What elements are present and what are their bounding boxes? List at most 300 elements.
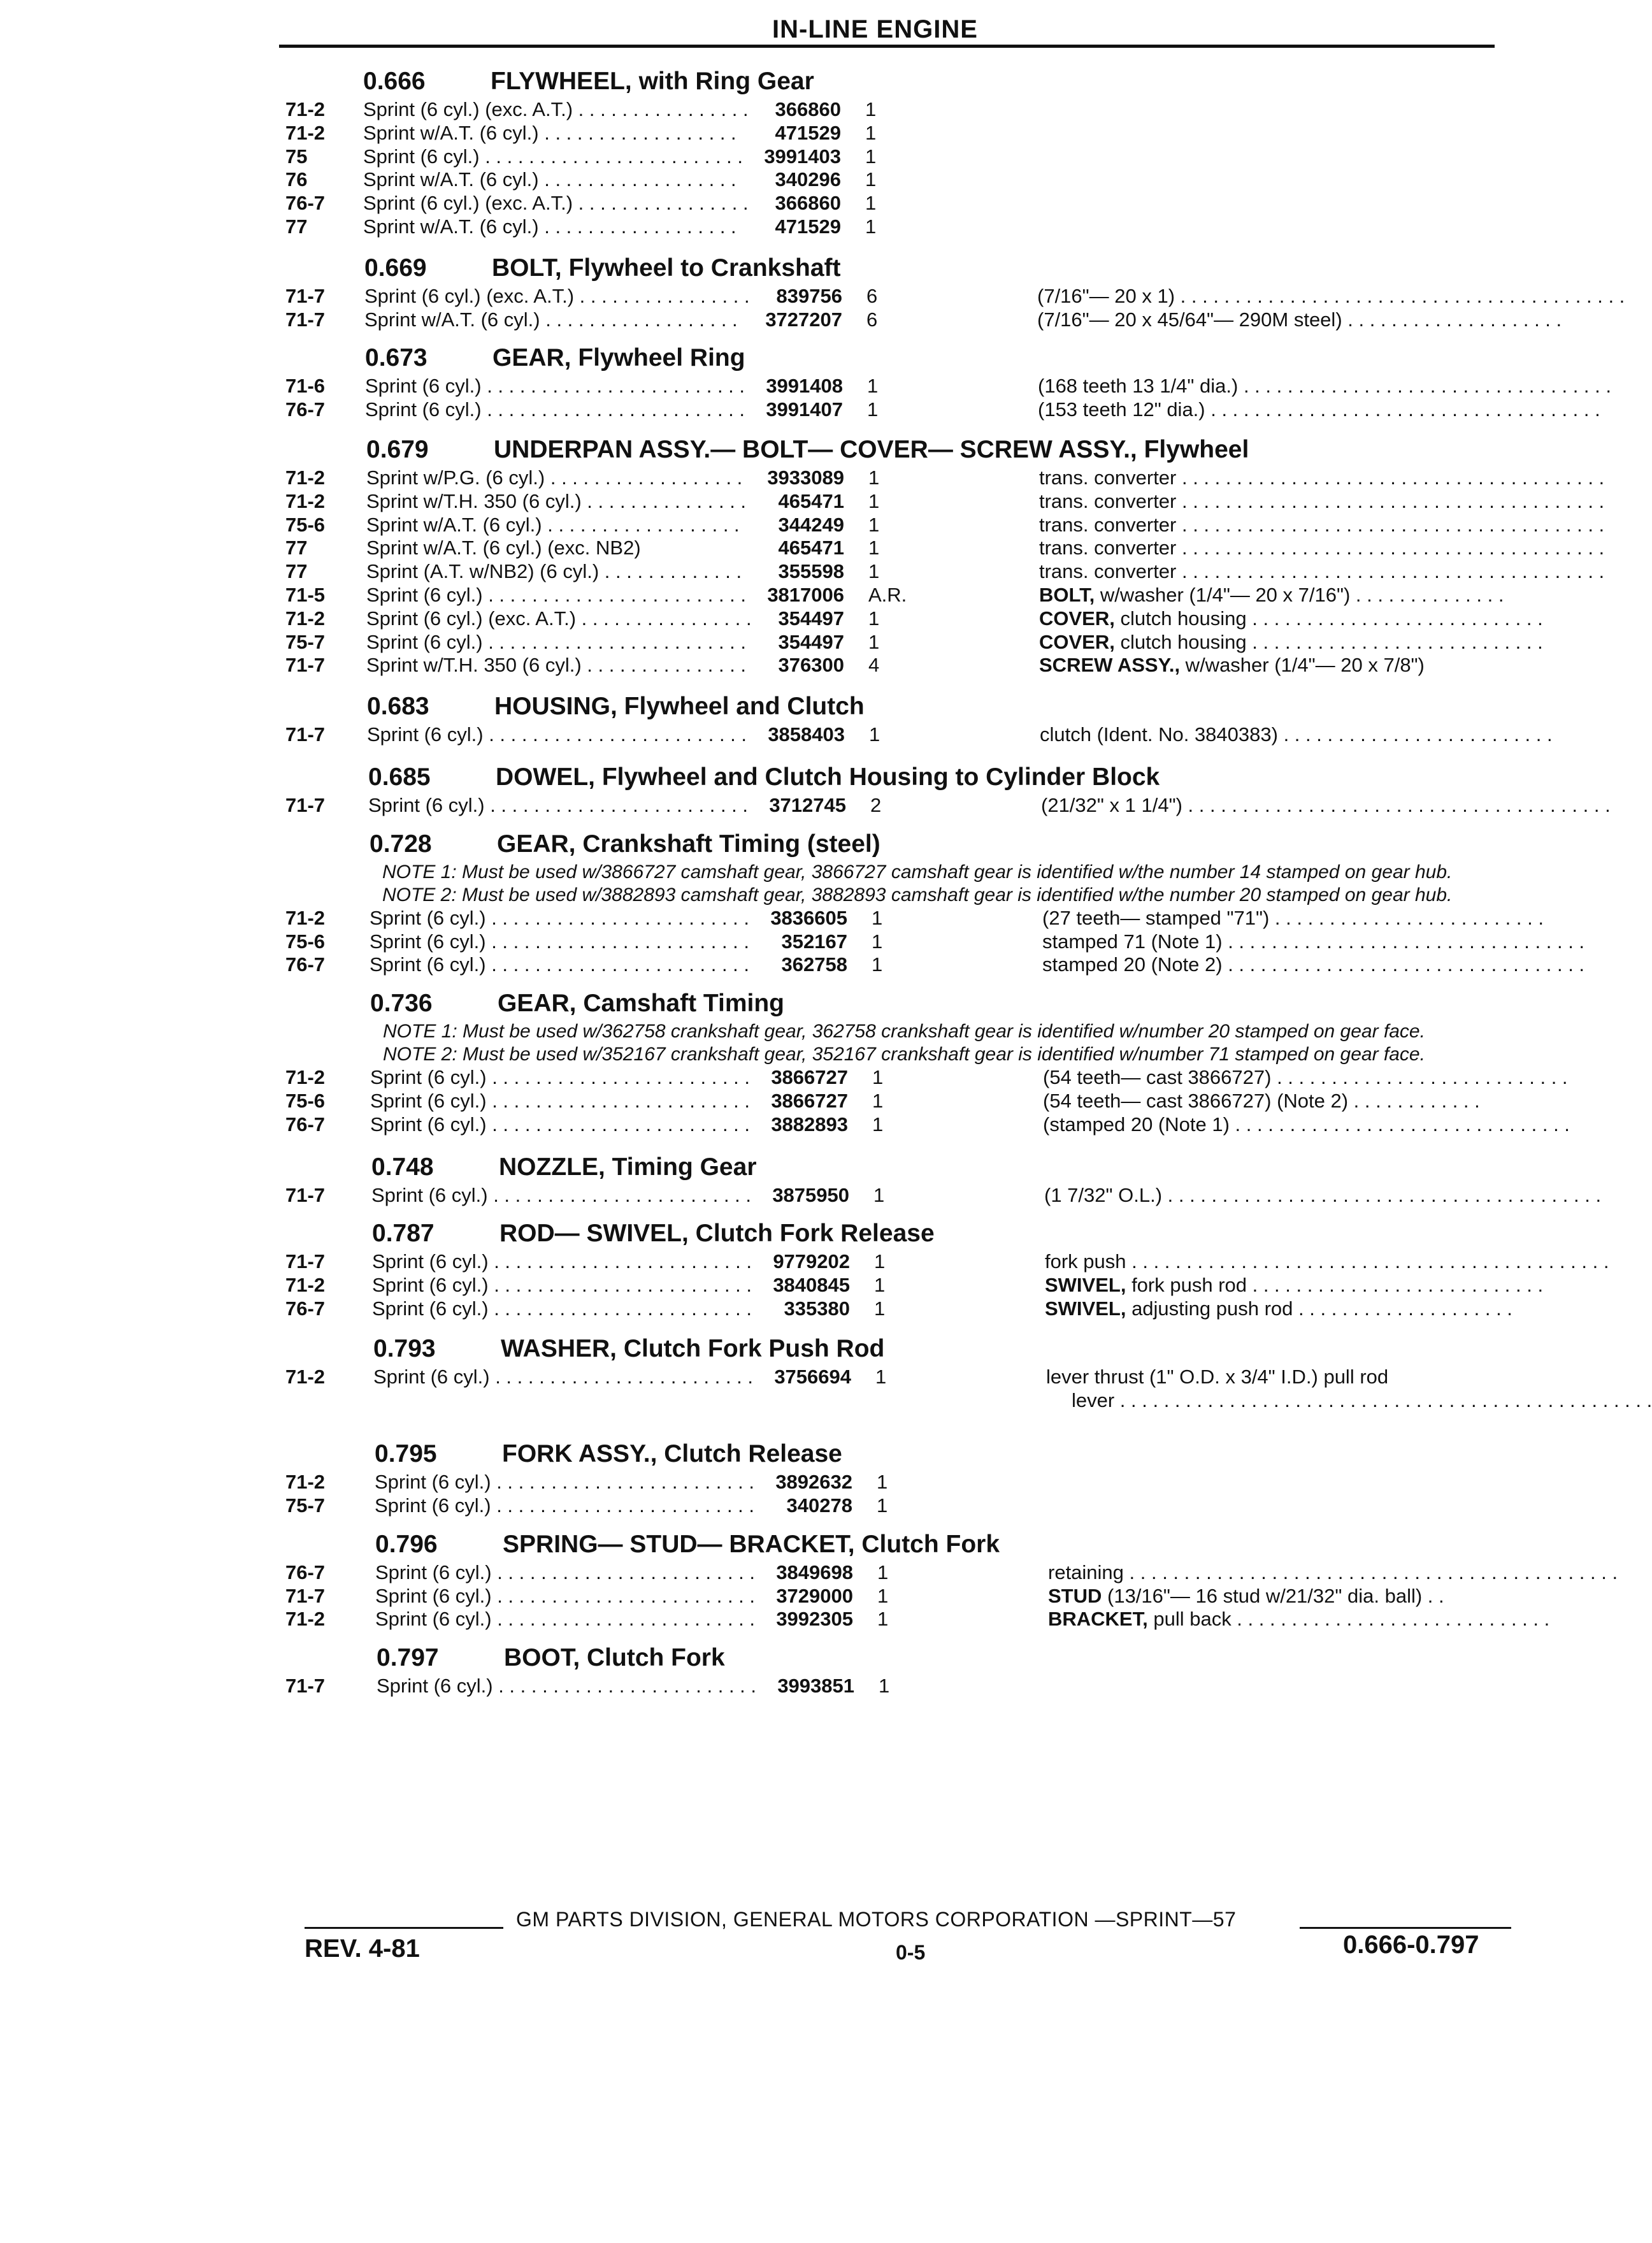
section-title: FLYWHEEL, with Ring Gear [491,68,814,95]
section-title: DOWEL, Flywheel and Clutch Housing to Cylinder Block [496,763,1160,791]
model-year: 71-2 [285,489,326,512]
section-title: HOUSING, Flywheel and Clutch [494,693,865,721]
group-number: 0.736 [370,990,433,1018]
parts-section [0,684,1611,747]
model-year: 71-5 [285,583,326,606]
model-year: 71-2 [285,607,326,630]
part-row [0,192,1611,215]
section-title: UNDERPAN ASSY.— BOLT— COVER— SCREW ASSY., Flywheel [494,435,1249,463]
model-year: 71-7 [285,1675,326,1698]
remarks-text: trans. converter . . . . . . . . . . . . . . . . . . . . . . . . . . . . . . . . . . . . . . . [1039,560,1605,583]
remarks-text: (54 teeth— cast 3866727) (Note 2) . . . . . . . . . . . . [1043,1089,1480,1112]
remarks-text: fork push rod . . . . . . . . . . . . . . . . . . . . . . . . . . . [1126,1274,1544,1297]
quantity: 1 [872,1113,884,1136]
section-heading [0,684,1611,723]
part-description: Sprint w/A.T. (6 cyl.) . . . . . . . . . . . . . . . . . . [363,215,736,238]
remarks-keyword: SCREW ASSY., [1039,654,1181,677]
section-heading [0,1431,1611,1471]
model-year: 71-2 [285,98,326,120]
model-year: 71-2 [285,1471,326,1494]
part-remarks [1039,513,1605,537]
part-remarks [1045,1250,1609,1273]
part-description: Sprint (6 cyl.) . . . . . . . . . . . . . . . . . . . . . . . . [375,1584,756,1607]
group-number: 0.685 [368,763,431,791]
part-remarks [1043,1113,1570,1136]
part-remarks [1039,537,1605,559]
model-year: 71-2 [285,906,326,929]
part-row [0,1608,1611,1631]
model-year: 71-2 [285,1274,326,1297]
part-description: Sprint (6 cyl.) . . . . . . . . . . . . . . . . . . . . . . . . [370,1089,751,1112]
remarks-keyword: COVER, [1039,630,1115,653]
remarks-text: w/washer (1/4"— 20 x 7/8") [1180,654,1425,677]
header-rule [279,45,1495,48]
parts-section [0,59,1611,239]
part-description: Sprint w/T.H. 350 (6 cyl.) . . . . . . . . . . . . . . . [366,654,747,677]
parts-section [0,1144,1611,1208]
remarks-text: clutch housing . . . . . . . . . . . . . . . . . . . . . . . . . . . [1114,630,1543,653]
part-description: Sprint (6 cyl.) . . . . . . . . . . . . . . . . . . . . . . . . [368,793,749,816]
quantity: A.R. [868,583,907,606]
part-description: Sprint (6 cyl.) . . . . . . . . . . . . . . . . . . . . . . . . [365,398,745,421]
part-description: Sprint (6 cyl.) . . . . . . . . . . . . . . . . . . . . . . . . [367,723,747,746]
quantity: 1 [865,145,877,168]
part-row [0,1297,1611,1321]
remarks-text: retaining . . . . . . . . . . . . . . . . . . . . . . . . . . . . . . . . . . . . . . . . . . . . . [1048,1561,1618,1583]
part-description: Sprint w/A.T. (6 cyl.) . . . . . . . . . . . . . . . . . . [363,121,736,144]
part-number: 352167 [781,930,847,953]
group-number: 0.673 [365,344,427,372]
part-row [0,560,1611,584]
part-row [0,466,1611,490]
part-remarks [1042,930,1585,953]
quantity: 6 [866,308,878,331]
part-row [0,490,1611,514]
part-remarks [1041,793,1611,817]
part-row [0,1090,1611,1113]
quantity: 1 [865,98,877,120]
section-heading [0,821,1611,861]
quantity: 6 [866,284,878,307]
quantity: 1 [877,1561,889,1583]
part-number: 362758 [781,953,847,976]
quantity: 1 [873,1183,885,1206]
section-note: NOTE 1: Must be used w/362758 crankshaft gear, 362758 crankshaft gear is identified w/number 20 stamped on gear face. [383,1021,1425,1042]
part-remarks [1045,1297,1519,1320]
part-description: Sprint (6 cyl.) . . . . . . . . . . . . . . . . . . . . . . . . [375,1471,755,1494]
group-number: 0.683 [367,693,429,721]
section-title: ROD— SWIVEL, Clutch Fork Release [499,1220,935,1248]
part-description: Sprint (6 cyl.) . . . . . . . . . . . . . . . . . . . . . . . . [366,630,747,653]
model-year: 77 [285,537,308,559]
part-remarks [1042,906,1544,930]
remarks-text: (stamped 20 (Note 1) . . . . . . . . . . . . . . . . . . . . . . . . . . . . . . . [1043,1113,1570,1136]
remarks-text: (168 teeth 13 1/4" dia.) . . . . . . . . . . . . . . . . . . . . . . . . . . . . . . . . . . [1038,375,1611,398]
model-year: 75-7 [285,1494,326,1517]
part-number: 355598 [778,560,844,583]
model-year: 75-7 [285,630,326,653]
part-row [0,607,1611,631]
part-number: 376300 [778,654,844,677]
model-year: 71-7 [285,1584,326,1607]
part-description: Sprint (6 cyl.) . . . . . . . . . . . . . . . . . . . . . . . . [373,1365,754,1388]
part-description: Sprint w/A.T. (6 cyl.) . . . . . . . . . . . . . . . . . . [366,513,740,536]
parts-list [0,59,1652,1698]
remarks-keyword: STUD [1048,1584,1102,1607]
part-row [0,1274,1611,1297]
section-heading [0,1326,1611,1366]
part-remarks [1037,284,1625,308]
section-heading [0,1211,1611,1250]
part-number: 354497 [778,607,844,630]
parts-section [0,821,1611,977]
part-description: Sprint w/A.T. (6 cyl.) . . . . . . . . . . . . . . . . . . [363,168,736,191]
part-number: 3866727 [771,1066,848,1089]
model-year: 71-2 [285,1365,326,1388]
quantity: 1 [874,1297,886,1320]
model-year: 71-7 [285,1250,326,1273]
part-remarks [1039,466,1605,489]
model-year: 77 [285,560,308,583]
quantity: 4 [868,654,880,677]
part-remarks [1039,630,1543,654]
part-description: Sprint (6 cyl.) . . . . . . . . . . . . . . . . . . . . . . . . [370,1113,751,1136]
remarks-text: (54 teeth— cast 3866727) . . . . . . . . . . . . . . . . . . . . . . . . . . . [1043,1066,1568,1089]
model-year: 71-2 [285,1608,326,1631]
part-description: Sprint (6 cyl.) . . . . . . . . . . . . . . . . . . . . . . . . [372,1297,752,1320]
part-number: 3849698 [776,1561,853,1583]
section-heading [0,1522,1611,1561]
part-description: Sprint (6 cyl.) . . . . . . . . . . . . . . . . . . . . . . . . [365,375,745,398]
model-year: 75-6 [285,930,326,953]
part-remarks [1045,1274,1544,1297]
part-row [0,1366,1611,1389]
part-number: 3991403 [764,145,841,168]
footer-rule-left [305,1927,503,1929]
part-number: 3991407 [766,398,843,421]
part-row [0,584,1611,607]
part-row [0,723,1611,747]
model-year: 76-7 [285,1561,326,1583]
remarks-text: (1 7/32" O.L.) . . . . . . . . . . . . . . . . . . . . . . . . . . . . . . . . . . . . . . . . [1044,1183,1602,1206]
quantity: 1 [865,215,877,238]
parts-section [0,754,1611,818]
quantity: 1 [877,1471,888,1494]
group-number: 0.679 [366,435,429,463]
parts-section [0,1522,1618,1631]
remarks-text: (153 teeth 12" dia.) . . . . . . . . . . . . . . . . . . . . . . . . . . . . . . . . . . . . [1038,398,1600,421]
section-heading [0,335,1611,375]
part-remarks [1046,1366,1521,1388]
remarks-keyword: SWIVEL, [1045,1297,1126,1320]
part-row [0,145,1611,169]
part-remarks [1043,1066,1568,1089]
remarks-text: fork push . . . . . . . . . . . . . . . . . . . . . . . . . . . . . . . . . . . . . . . . . . . . [1045,1250,1609,1273]
footer-rule-right [1300,1927,1511,1929]
remarks-text: trans. converter . . . . . . . . . . . . . . . . . . . . . . . . . . . . . . . . . . . . . . . [1039,466,1605,489]
part-number: 839756 [776,284,842,307]
group-number: 0.728 [370,830,432,858]
section-heading [0,245,1611,285]
remarks-text: (7/16"— 20 x 45/64"— 290M steel) . . . . . . . . . . . . . . . . . . . . [1037,308,1562,331]
model-year: 75 [285,145,308,168]
section-title: BOOT, Clutch Fork [504,1644,725,1672]
part-row [0,98,1611,122]
quantity: 1 [874,1274,886,1297]
parts-section [0,1635,1611,1698]
part-number: 335380 [784,1297,850,1320]
part-remarks [1048,1608,1550,1631]
quantity: 1 [865,192,877,215]
group-number: 0.793 [373,1334,436,1362]
part-remarks [1039,560,1605,583]
part-remarks [1043,1090,1518,1113]
parts-section [0,335,1611,422]
part-row [0,953,1611,977]
quantity: 2 [870,793,882,816]
quantity: 1 [865,121,877,144]
group-number: 0.795 [375,1440,437,1468]
part-row [0,168,1611,192]
group-number: 0.797 [377,1644,439,1672]
parts-section [0,1326,1652,1413]
part-description: Sprint w/T.H. 350 (6 cyl.) . . . . . . . . . . . . . . . [366,489,747,512]
quantity: 1 [877,1494,888,1517]
quantity: 1 [868,513,880,536]
part-description: Sprint (6 cyl.) (exc. A.T.) . . . . . . . . . . . . . . . . [363,98,749,120]
quantity: 1 [877,1584,889,1607]
part-number: 3729000 [776,1584,853,1607]
section-title: WASHER, Clutch Fork Push Rod [501,1334,885,1362]
quantity: 1 [872,1089,884,1112]
part-number: 3756694 [774,1365,851,1388]
model-year: 71-2 [285,466,326,489]
part-number: 471529 [775,215,841,238]
part-number: 9779202 [773,1250,850,1273]
section-title: GEAR, Camshaft Timing [498,990,785,1018]
remarks-text: trans. converter . . . . . . . . . . . . . . . . . . . . . . . . . . . . . . . . . . . . . . . [1039,537,1605,559]
part-row [0,1675,1611,1698]
quantity: 1 [868,489,880,512]
part-row [0,1184,1611,1208]
parts-section [0,427,1611,677]
remarks-text: (7/16"— 20 x 1) . . . . . . . . . . . . . . . . . . . . . . . . . . . . . . . . . . . . . . . . . [1037,284,1625,307]
section-heading [0,1635,1611,1675]
part-number: 354497 [778,630,844,653]
part-number: 3875950 [772,1183,849,1206]
part-row [0,1113,1611,1137]
remarks-text: clutch housing . . . . . . . . . . . . . . . . . . . . . . . . . . . [1114,607,1543,630]
section-title: GEAR, Crankshaft Timing (steel) [497,830,880,858]
model-year: 71-7 [285,308,326,331]
part-number: 3882893 [771,1113,848,1136]
parts-section [0,981,1611,1136]
part-remarks [1039,489,1605,513]
remarks-text: (13/16"— 16 stud w/21/32" dia. ball) . . [1102,1584,1444,1607]
part-row [0,1250,1611,1274]
remarks-text: clutch (Ident. No. 3840383) . . . . . . . . . . . . . . . . . . . . . . . . . [1040,723,1553,746]
group-number: 0.787 [372,1220,435,1248]
part-description: Sprint (6 cyl.) (exc. A.T.) . . . . . . . . . . . . . . . . [366,607,752,630]
part-number: 471529 [775,121,841,144]
part-description: Sprint (6 cyl.) . . . . . . . . . . . . . . . . . . . . . . . . [372,1250,752,1273]
parts-section [0,245,1625,332]
part-number: 3817006 [767,583,844,606]
section-heading [0,1144,1611,1184]
model-year: 76-7 [285,1297,326,1320]
part-row [0,215,1611,239]
part-description: Sprint (6 cyl.) . . . . . . . . . . . . . . . . . . . . . . . . [375,1561,756,1583]
quantity: 1 [872,953,883,976]
remarks-keyword: BOLT, [1039,583,1095,606]
remarks-text: adjusting push rod . . . . . . . . . . . . . . . . . . . . [1126,1297,1512,1320]
model-year: 71-7 [285,654,326,677]
model-year: 76-7 [285,398,326,421]
remarks-text: (27 teeth— stamped "71") . . . . . . . . . . . . . . . . . . . . . . . . . [1042,906,1544,929]
part-remarks [1039,654,1514,677]
part-row [0,1066,1611,1090]
part-row [0,631,1611,654]
part-description: Sprint (6 cyl.) (exc. A.T.) . . . . . . . . . . . . . . . . [364,284,750,307]
model-year: 71-2 [285,121,326,144]
remarks-text: trans. converter . . . . . . . . . . . . . . . . . . . . . . . . . . . . . . . . . . . . . . . [1039,489,1605,512]
part-number: 3858403 [768,723,845,746]
remarks-text: pull back . . . . . . . . . . . . . . . . . . . . . . . . . . . . . [1147,1608,1550,1631]
part-number: 3933089 [767,466,844,489]
section-note: NOTE 2: Must be used w/352167 crankshaft gear, 352167 crankshaft gear is identified w/number 71 stamped on gear face. [383,1044,1425,1065]
part-number: 366860 [775,98,841,120]
part-remarks [1048,1561,1618,1584]
part-description: Sprint (A.T. w/NB2) (6 cyl.) . . . . . . . . . . . . . [366,560,742,583]
part-remarks [1040,723,1553,746]
part-row [0,398,1611,422]
part-description: Sprint (6 cyl.) . . . . . . . . . . . . . . . . . . . . . . . . [377,1675,757,1698]
quantity: 1 [868,630,880,653]
part-number: 340296 [775,168,841,191]
quantity: 1 [868,560,880,583]
remarks-text: (21/32" x 1 1/4") . . . . . . . . . . . . . . . . . . . . . . . . . . . . . . . . . . . . . . . [1041,793,1611,816]
section-heading [0,427,1611,466]
part-row [0,1561,1618,1585]
section-heading [0,754,1611,794]
remarks-keyword: COVER, [1039,607,1115,630]
part-description: Sprint (6 cyl.) . . . . . . . . . . . . . . . . . . . . . . . . [372,1274,752,1297]
part-row [0,537,1611,560]
quantity: 1 [868,466,880,489]
section-note: NOTE 1: Must be used w/3866727 camshaft gear, 3866727 camshaft gear is identified w/the number 14 stamped on gear hub. [382,861,1453,883]
quantity: 1 [879,1675,890,1698]
section-title: NOZZLE, Timing Gear [499,1153,757,1181]
model-year: 76-7 [285,1113,326,1136]
part-number: 465471 [778,537,844,559]
part-number: 3727207 [765,308,842,331]
part-row [0,122,1611,145]
part-remarks [1038,375,1611,398]
model-year: 76-7 [285,192,326,215]
remarks-text: w/washer (1/4"— 20 x 7/16") . . . . . . . . . . . . . . [1095,583,1504,606]
part-description: Sprint (6 cyl.) . . . . . . . . . . . . . . . . . . . . . . . . [375,1608,756,1631]
model-year: 71-7 [285,1183,326,1206]
part-description: Sprint (6 cyl.) . . . . . . . . . . . . . . . . . . . . . . . . [370,953,750,976]
footer-revision: REV. 4-81 [305,1935,420,1963]
quantity: 1 [872,930,883,953]
part-row [0,1471,1611,1494]
model-year: 76-7 [285,953,326,976]
model-year: 75-6 [285,513,326,536]
part-row [0,308,1611,332]
part-number: 3892632 [775,1471,852,1494]
quantity: 1 [877,1608,889,1631]
quantity: 1 [872,906,883,929]
part-description: Sprint (6 cyl.) . . . . . . . . . . . . . . . . . . . . . . . . [363,145,743,168]
footer-publisher: GM PARTS DIVISION, GENERAL MOTORS CORPORATION —SPRINT—57 [516,1908,1237,1931]
page-title: IN-LINE ENGINE [772,15,978,43]
part-row [0,794,1611,818]
part-number: 3866727 [771,1089,848,1112]
model-year: 71-7 [285,793,326,816]
model-year: 76 [285,168,308,191]
part-description: Sprint w/A.T. (6 cyl.) . . . . . . . . . . . . . . . . . . [364,308,738,331]
section-title: FORK ASSY., Clutch Release [502,1440,842,1468]
group-number: 0.666 [363,68,426,95]
remarks-text: stamped 71 (Note 1) . . . . . . . . . . . . . . . . . . . . . . . . . . . . . . . . . [1042,930,1585,953]
part-number: 3840845 [773,1274,850,1297]
model-year: 71-6 [285,375,326,398]
part-remarks [1042,953,1585,976]
quantity: 1 [875,1365,887,1388]
parts-section [0,1431,1611,1518]
part-remarks [1044,1183,1602,1207]
part-number: 3992305 [776,1608,853,1631]
part-remarks [1048,1585,1523,1608]
part-number: 344249 [778,513,844,536]
remarks-continuation-row [0,1388,1652,1413]
part-description: Sprint (6 cyl.) . . . . . . . . . . . . . . . . . . . . . . . . [375,1494,755,1517]
section-note: NOTE 2: Must be used w/3882893 camshaft gear, 3882893 camshaft gear is identified w/the number 20 stamped on gear hub. [382,884,1453,905]
quantity: 1 [874,1250,886,1273]
remarks-text: lever thrust (1" O.D. x 3/4" I.D.) pull rod [1046,1365,1389,1388]
part-row [0,1494,1611,1518]
section-title: GEAR, Flywheel Ring [492,344,745,372]
part-description: Sprint w/P.G. (6 cyl.) . . . . . . . . . . . . . . . . . . [366,466,743,489]
part-row [0,514,1611,537]
group-number: 0.796 [375,1530,438,1558]
part-row [0,930,1611,954]
quantity: 1 [868,607,880,630]
section-heading [0,981,1611,1020]
model-year: 75-6 [285,1089,326,1112]
remarks-continuation: lever . . . . . . . . . . . . . . . . . . . . . . . . . . . . . . . . . . . . . . . . . . . . . . . . . [1072,1388,1652,1411]
section-title: BOLT, Flywheel to Crankshaft [492,254,841,282]
quantity: 1 [865,168,877,191]
part-remarks [1037,308,1562,331]
part-remarks [1039,607,1543,630]
part-description: Sprint (6 cyl.) . . . . . . . . . . . . . . . . . . . . . . . . [370,1066,751,1089]
quantity: 1 [869,723,880,746]
section-title: SPRING— STUD— BRACKET, Clutch Fork [503,1530,1000,1558]
part-remarks [1039,584,1514,607]
part-number: 366860 [775,192,841,215]
part-number: 340278 [786,1494,852,1517]
part-row [0,907,1611,930]
quantity: 1 [872,1066,884,1089]
part-number: 465471 [778,489,844,512]
part-remarks [1038,398,1600,421]
part-number: 3993851 [777,1675,854,1698]
group-number: 0.748 [371,1153,434,1181]
remarks-keyword: SWIVEL, [1045,1274,1126,1297]
quantity: 1 [867,398,879,421]
